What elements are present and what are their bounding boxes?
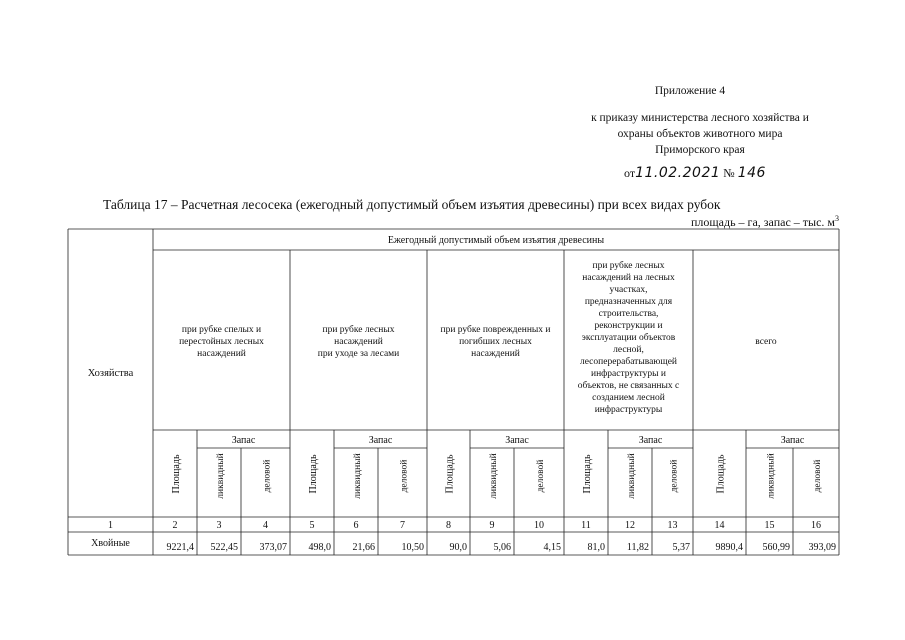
column-number: 12 — [625, 520, 635, 531]
stock-header: Запас — [638, 435, 663, 446]
stock-header: Запас — [231, 435, 256, 446]
business-header: деловой — [669, 459, 680, 493]
column-number: 16 — [811, 520, 821, 531]
column-number: 3 — [216, 520, 222, 531]
liquid-header: ликвидный — [766, 453, 777, 499]
liquid-header: ликвидный — [627, 453, 637, 499]
stock-header: Запас — [368, 435, 393, 446]
group-header-line: насаждений — [334, 337, 383, 347]
column-number: 8 — [446, 520, 451, 531]
business-header: деловой — [262, 459, 273, 493]
group-header-line: объектов, не связанных с — [577, 381, 680, 391]
order-prefix: от — [624, 166, 636, 180]
column-number: 9 — [489, 520, 495, 531]
stock-header: Запас — [505, 435, 529, 446]
stock-header: Запас — [780, 435, 805, 446]
table-cell: 498,0 — [308, 542, 331, 553]
column-number: 14 — [714, 520, 725, 531]
table-cell: 9890,4 — [715, 542, 743, 553]
table-cell: 81,0 — [587, 542, 605, 553]
annex-line-1: к приказу министерства лесного хозяйства и — [591, 112, 809, 124]
group-header-line: насаждений — [197, 349, 246, 359]
liquid-header: ликвидный — [489, 453, 499, 499]
group-header-line: созданием лесной — [592, 393, 665, 403]
column-number: 13 — [667, 520, 678, 531]
group-header-line: реконструкции и — [594, 321, 663, 331]
group-header-line: лесной, — [613, 345, 644, 355]
column-number: 4 — [263, 520, 268, 531]
table-cell: 5,06 — [493, 542, 511, 553]
area-header: Площадь — [715, 454, 727, 494]
annex-title: Приложение 4 — [654, 85, 726, 97]
group-header-line: строительства, — [598, 309, 659, 319]
table-cell: 11,82 — [626, 542, 649, 553]
table-cell: 90,0 — [449, 542, 467, 553]
column-number: 15 — [764, 520, 775, 531]
group-header-line: при рубке лесных — [322, 325, 395, 335]
group-header-line: погибших лесных — [459, 337, 532, 347]
group-header-line: насаждений — [471, 349, 520, 359]
table-cell: 560,99 — [762, 542, 790, 553]
column-number: 6 — [353, 520, 359, 531]
group-header-line: при рубке поврежденных и — [440, 325, 551, 335]
group-header-line: перестойных лесных — [179, 337, 264, 347]
group-header-line: эксплуатации объектов — [581, 333, 676, 343]
table-cell: 5,37 — [672, 542, 690, 553]
order-number: 146 — [737, 165, 766, 181]
liquid-header: ликвидный — [216, 453, 226, 499]
column-number: 11 — [581, 520, 591, 531]
order-number-label: № — [723, 166, 735, 180]
area-header: Площадь — [171, 454, 182, 494]
area-header: Площадь — [582, 454, 593, 494]
group-header-line: при уходе за лесами — [317, 349, 400, 359]
farms-header: Хозяйства — [87, 368, 134, 379]
group-header-line: при рубке лесных — [592, 261, 665, 271]
area-header: Площадь — [444, 454, 456, 494]
table-cell: 21,66 — [352, 542, 375, 553]
annex-line-2: охраны объектов животного мира — [617, 128, 783, 140]
units-sup: 3 — [835, 214, 839, 223]
column-number: 5 — [309, 520, 315, 531]
table-cell: 10,50 — [401, 542, 424, 553]
column-number: 2 — [172, 520, 178, 531]
group-header-line: инфраструктуры — [594, 405, 663, 415]
group-header-line: лесоперерабатывающей — [579, 357, 678, 367]
table-cell: 373,07 — [259, 542, 287, 553]
row-name: Хвойные — [91, 538, 130, 549]
order-date: 11.02.2021 — [635, 165, 721, 181]
business-header: деловой — [536, 459, 546, 493]
table-cell: 522,45 — [210, 542, 238, 553]
table-cell: 9221,4 — [166, 542, 194, 553]
business-header: деловой — [399, 459, 410, 493]
group-header-line: всего — [755, 337, 777, 347]
column-number: 1 — [108, 520, 113, 531]
main-header: Ежегодный допустимый объем изъятия древесины — [387, 235, 605, 246]
annex-line-3: Приморского края — [655, 144, 745, 156]
column-number: 10 — [534, 520, 544, 531]
table-caption: Таблица 17 – Расчетная лесосека (ежегодный допустимый объем изъятия древесины) при всех видах рубок — [103, 197, 721, 212]
group-header-line: инфраструктуры и — [590, 369, 667, 379]
column-number: 7 — [400, 520, 405, 531]
liquid-header: ликвидный — [353, 453, 363, 499]
table-cell: 393,09 — [808, 542, 836, 553]
group-header-line: предназначенных для — [584, 297, 673, 307]
group-header-line: при рубке спелых и — [181, 325, 262, 335]
units-text: площадь – га, запас – тыс. м — [690, 215, 835, 229]
table-cell: 4,15 — [543, 542, 561, 553]
area-header: Площадь — [308, 454, 319, 494]
group-header-line: насаждений на лесных — [582, 273, 675, 283]
group-header-line: участках, — [609, 285, 648, 295]
business-header: деловой — [813, 459, 823, 493]
